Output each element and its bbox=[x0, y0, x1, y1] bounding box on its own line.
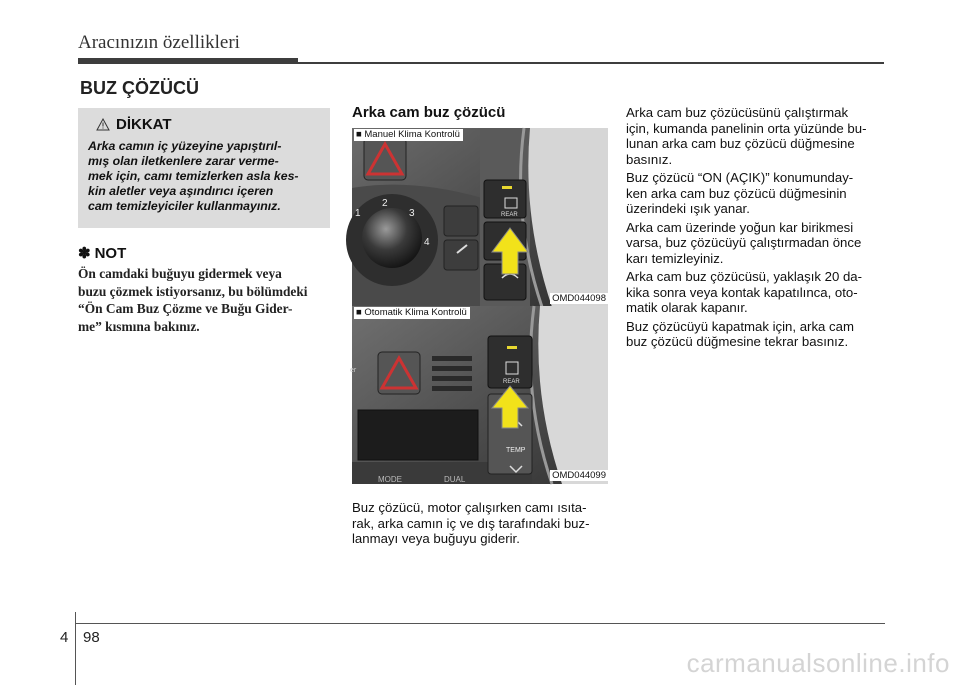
text-line: Buz çözücüyü kapatmak için, arka cam bbox=[626, 318, 854, 334]
paragraph bbox=[626, 220, 884, 267]
temp-label: TEMP bbox=[506, 447, 526, 454]
note-line: buzu çözmek istiyorsanız, bu bölümdeki bbox=[78, 283, 308, 299]
text-line: Buz çözücü “ON (AÇIK)” konumunday- bbox=[626, 170, 854, 185]
mode-label: MODE bbox=[378, 475, 402, 484]
automatic-climate-photo bbox=[352, 306, 608, 484]
caution-line: mış olan iletkenlere zarar verme- bbox=[88, 154, 279, 168]
caution-line: kin aletler veya aşındırıcı içeren bbox=[88, 184, 274, 198]
dial-number: 2 bbox=[382, 198, 388, 209]
text-line: Arka cam buz çözücüsünü çalıştırmak bbox=[626, 105, 849, 120]
body-line: rak, arka camın iç ve dış tarafındaki buz- bbox=[352, 515, 590, 531]
paragraph bbox=[626, 269, 884, 316]
note-symbol-icon: ✽ bbox=[78, 245, 91, 262]
note-line: “Ön Cam Buz Çözme ve Buğu Gider- bbox=[78, 301, 293, 316]
side-label: er bbox=[350, 367, 357, 374]
section-title: BUZ ÇÖZÜCÜ bbox=[80, 78, 199, 98]
text-line: için, kumanda panelinin orta yüzünde bu- bbox=[626, 120, 867, 136]
body-line: lanmayı veya buğuyu giderir. bbox=[352, 531, 520, 546]
note-title: NOT bbox=[94, 244, 127, 262]
note-header bbox=[78, 244, 126, 262]
caution-title: DİKKAT bbox=[116, 116, 172, 133]
dial-number: 1 bbox=[355, 208, 361, 219]
note-line: me” kısmına bakınız. bbox=[78, 318, 200, 334]
photo-code: OMD044099 bbox=[552, 470, 606, 481]
photo-code: OMD044098 bbox=[552, 293, 606, 304]
footer-line bbox=[75, 623, 885, 624]
caution-text bbox=[88, 139, 322, 214]
photo-label: ■ Otomatik Klima Kontrolü bbox=[354, 307, 470, 319]
text-line: ken arka cam buz çözücü düğmesinin bbox=[626, 185, 847, 201]
manual-climate-photo bbox=[352, 128, 608, 307]
chapter-title: Aracınızın özellikleri bbox=[78, 32, 240, 53]
dial-number: 4 bbox=[424, 237, 430, 248]
caution-header bbox=[96, 116, 322, 133]
rear-button-text: REAR bbox=[503, 379, 520, 385]
paragraph bbox=[626, 105, 884, 167]
note-text bbox=[78, 265, 330, 335]
photo-label: ■ Manuel Klima Kontrolü bbox=[354, 129, 463, 141]
manual-climate-panel-image bbox=[352, 128, 608, 307]
text-line: kika sonra veya kontak kapatılınca, oto- bbox=[626, 284, 858, 300]
paragraph bbox=[626, 170, 884, 217]
dial-number: 3 bbox=[409, 208, 415, 219]
caution-box bbox=[78, 108, 330, 228]
text-line: karı temizleyiniz. bbox=[626, 250, 724, 266]
watermark: carmanualsonline.info bbox=[686, 648, 950, 678]
chapter-number: 4 bbox=[60, 629, 69, 646]
page-number: 98 bbox=[83, 629, 100, 646]
text-line: lunan arka cam buz çözücü düğmesine bbox=[626, 136, 855, 151]
text-line: matik olarak kapanır. bbox=[626, 300, 748, 315]
rear-defroster-description bbox=[352, 500, 608, 547]
caution-line: mek için, camı temizlerken asla kes- bbox=[88, 169, 299, 183]
text-line: varsa, buz çözücüyü çalıştırmadan önce bbox=[626, 235, 862, 250]
text-line: basınız. bbox=[626, 151, 673, 167]
dual-label: DUAL bbox=[444, 475, 466, 484]
text-line: buz çözücü düğmesine tekrar basınız. bbox=[626, 334, 849, 349]
rear-button-text: REAR bbox=[501, 212, 518, 218]
text-line: üzerindeki ışık yanar. bbox=[626, 201, 750, 216]
header-bar bbox=[78, 58, 298, 64]
text-line: Arka cam buz çözücüsü, yaklaşık 20 da- bbox=[626, 269, 863, 284]
caution-line: Arka camın iç yüzeyine yapıştırıl- bbox=[88, 139, 282, 153]
caution-line: cam temizleyiciler kullanmayınız. bbox=[88, 199, 281, 213]
rear-defroster-title: Arka cam buz çözücü bbox=[352, 104, 506, 121]
warning-icon bbox=[96, 118, 110, 131]
text-line: Arka cam üzerinde yoğun kar birikmesi bbox=[626, 219, 854, 235]
footer-divider bbox=[75, 612, 76, 685]
body-line: Buz çözücü, motor çalışırken camı ısıta- bbox=[352, 500, 587, 515]
automatic-climate-panel-image bbox=[352, 306, 608, 484]
note-line: Ön camdaki buğuyu gidermek veya bbox=[78, 266, 282, 281]
header-line bbox=[298, 62, 884, 64]
instructions-column bbox=[626, 105, 884, 353]
paragraph bbox=[626, 319, 884, 350]
